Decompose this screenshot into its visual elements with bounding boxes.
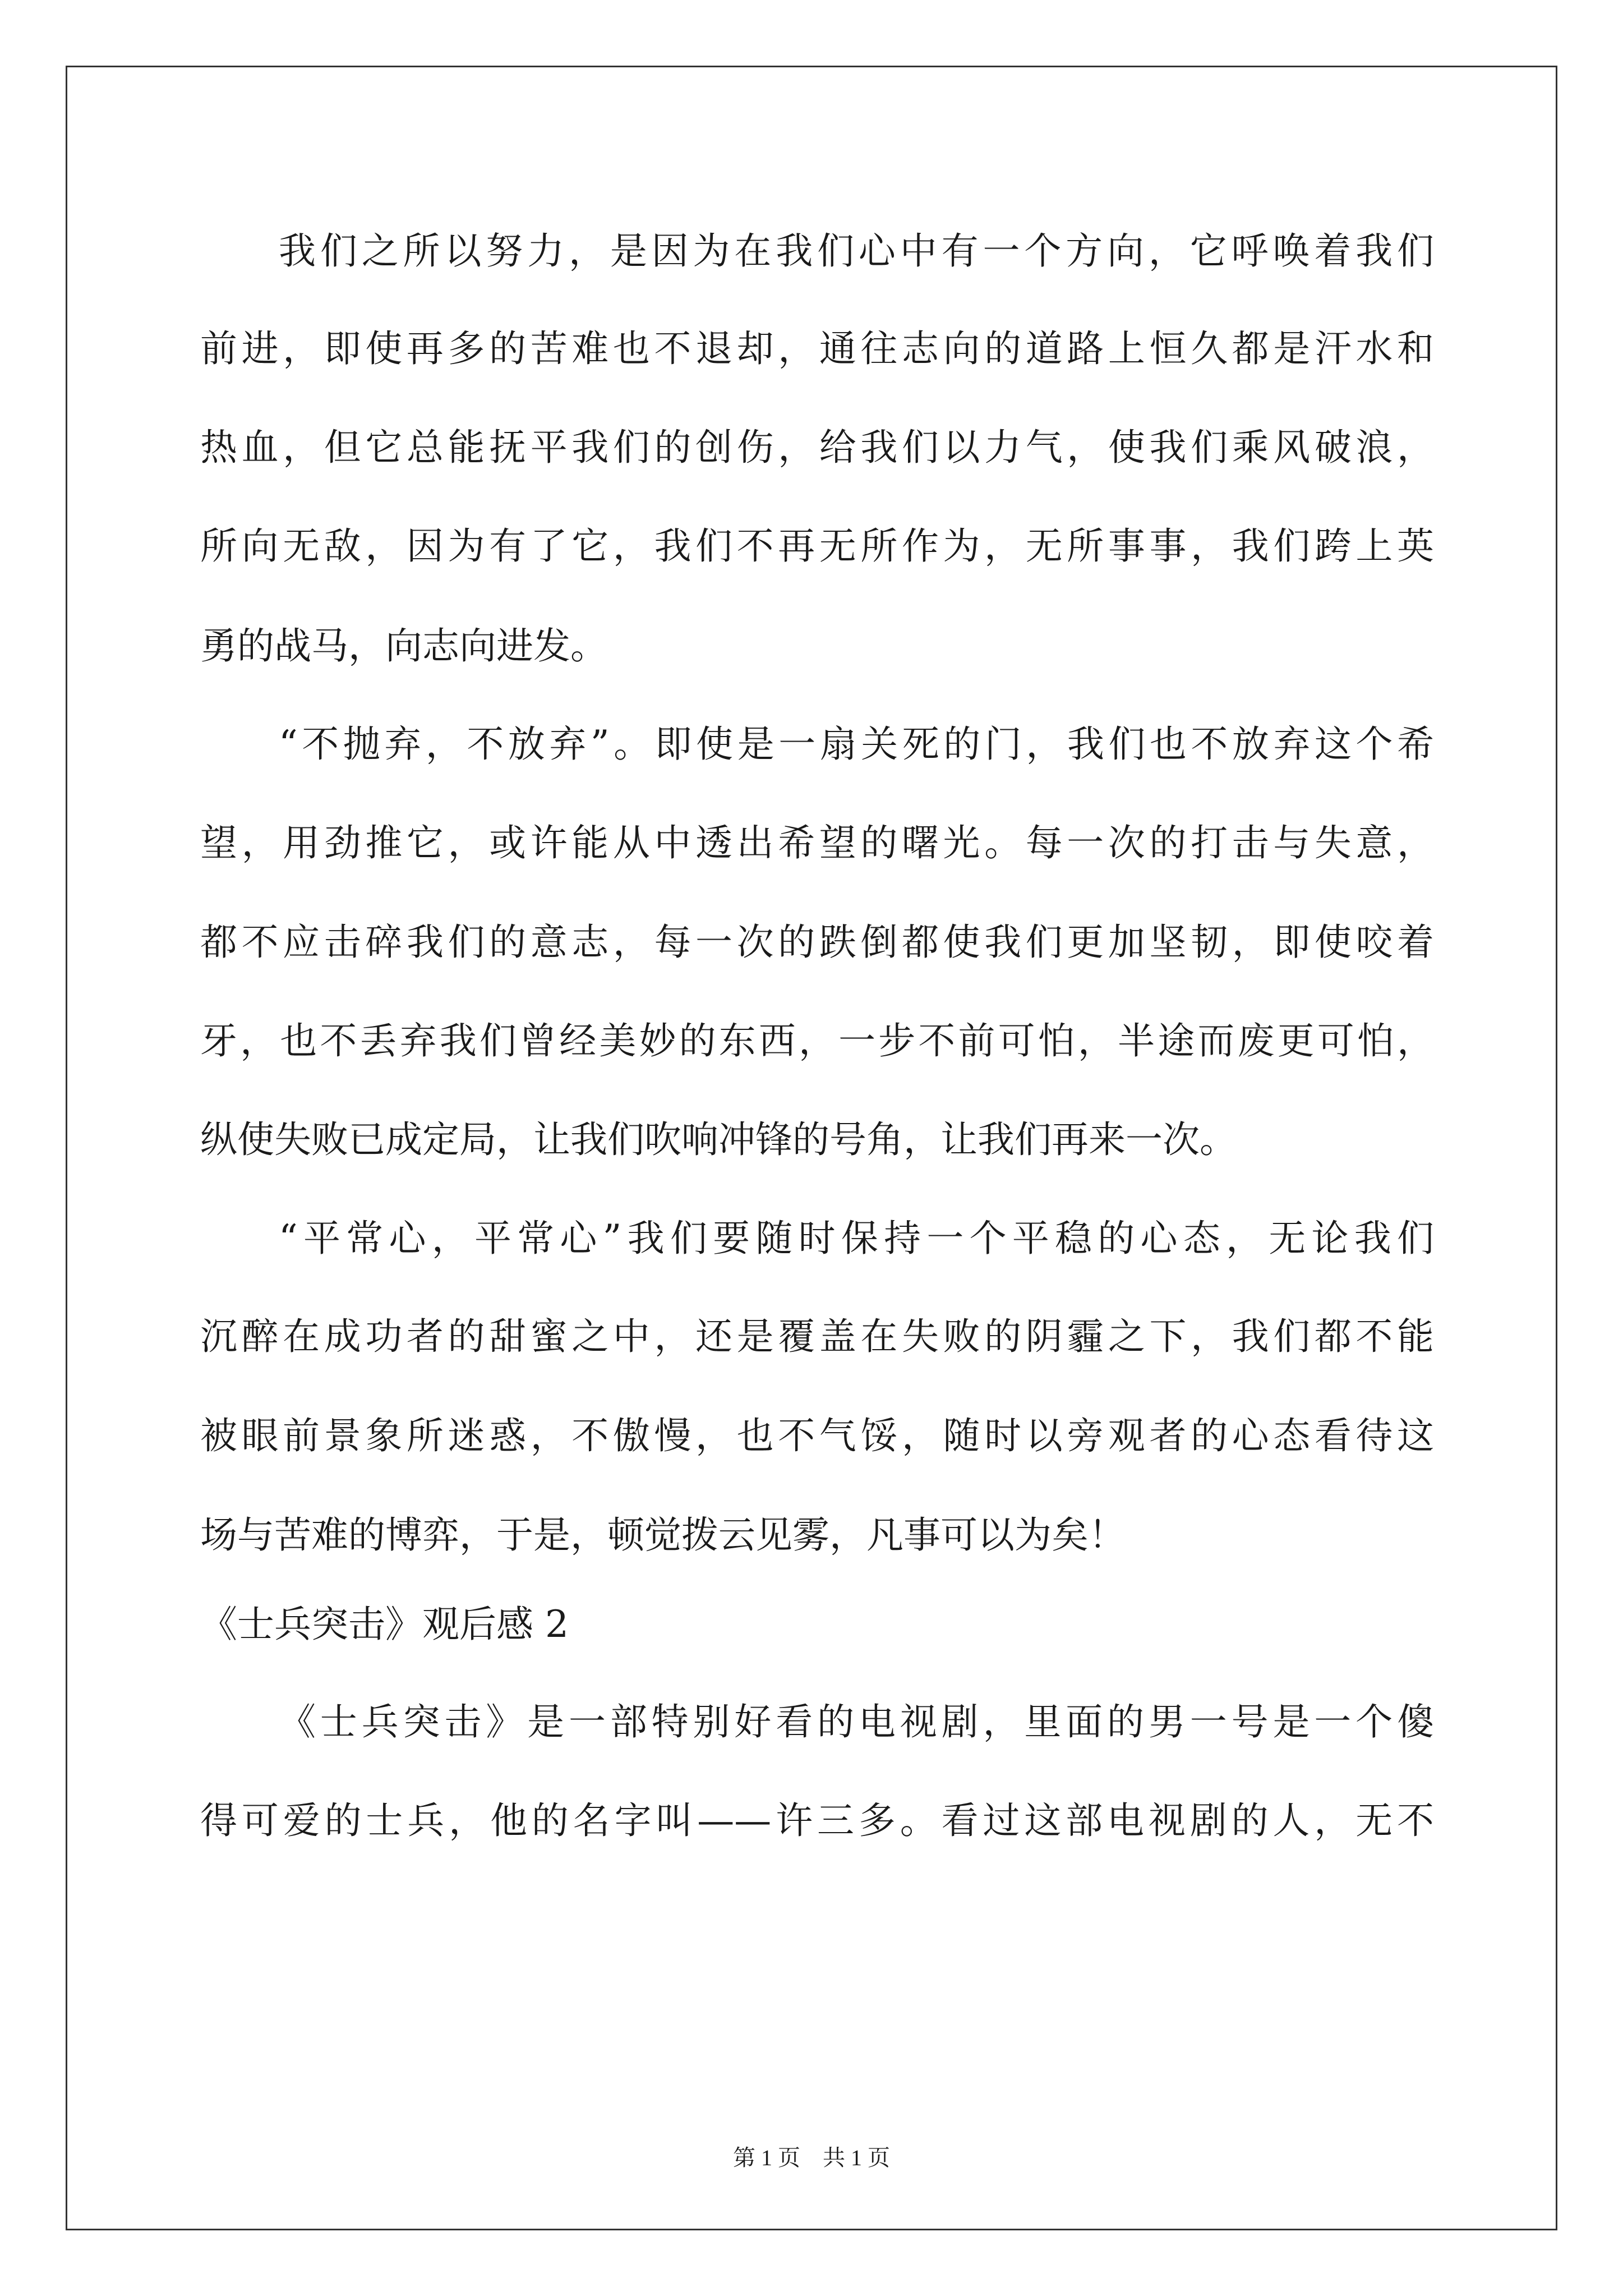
paragraph-1-line-4: 所向无敌，因为有了它，我们不再无所作为，无所事事，我们跨上英	[200, 524, 1434, 568]
section-paragraph-line-2: 得可爱的士兵，他的名字叫——许三多。看过这部电视剧的人，无不	[200, 1799, 1434, 1842]
paragraph-2-line-1: “不抛弃，不放弃”。即使是一扇关死的门，我们也不放弃这个希	[279, 723, 1434, 766]
paragraph-1-line-1: 我们之所以努力，是因为在我们心中有一个方向，它呼唤着我们	[279, 229, 1434, 273]
paragraph-1-line-3: 热血，但它总能抚平我们的创伤，给我们以力气，使我们乘风破浪，	[200, 426, 1434, 469]
paragraph-3-line-2: 沉醉在成功者的甜蜜之中，还是覆盖在失败的阴霾之下，我们都不能	[200, 1315, 1434, 1358]
page-number-footer: 第 1 页 共 1 页	[733, 2145, 890, 2170]
paragraph-3-line-4: 场与苦难的博弈，于是，顿觉拨云见雾，凡事可以为矣！	[200, 1513, 1126, 1557]
paragraph-3-line-3: 被眼前景象所迷惑，不傲慢，也不气馁，随时以旁观者的心态看待这	[200, 1414, 1434, 1457]
section-heading: 《士兵突击》观后感 2	[200, 1603, 569, 1646]
paragraph-2-line-4: 牙，也不丢弃我们曾经美妙的东西，一步不前可怕，半途而废更可怕，	[200, 1019, 1434, 1062]
paragraph-1-line-5: 勇的战马，向志向进发。	[200, 624, 607, 668]
paragraph-2-line-3: 都不应击碎我们的意志，每一次的跌倒都使我们更加坚韧，即使咬着	[200, 921, 1434, 964]
paragraph-2-line-5: 纵使失败已成定局，让我们吹响冲锋的号角，让我们再来一次。	[200, 1118, 1237, 1161]
paragraph-3-line-1: “平常心，平常心”我们要随时保持一个平稳的心态，无论我们	[279, 1217, 1434, 1260]
paragraph-1-line-2: 前进，即使再多的苦难也不退却，通往志向的道路上恒久都是汗水和	[200, 327, 1434, 370]
section-paragraph-line-1: 《士兵突击》是一部特别好看的电视剧，里面的男一号是一个傻	[279, 1700, 1434, 1743]
paragraph-2-line-2: 望，用劲推它，或许能从中透出希望的曙光。每一次的打击与失意，	[200, 821, 1434, 864]
